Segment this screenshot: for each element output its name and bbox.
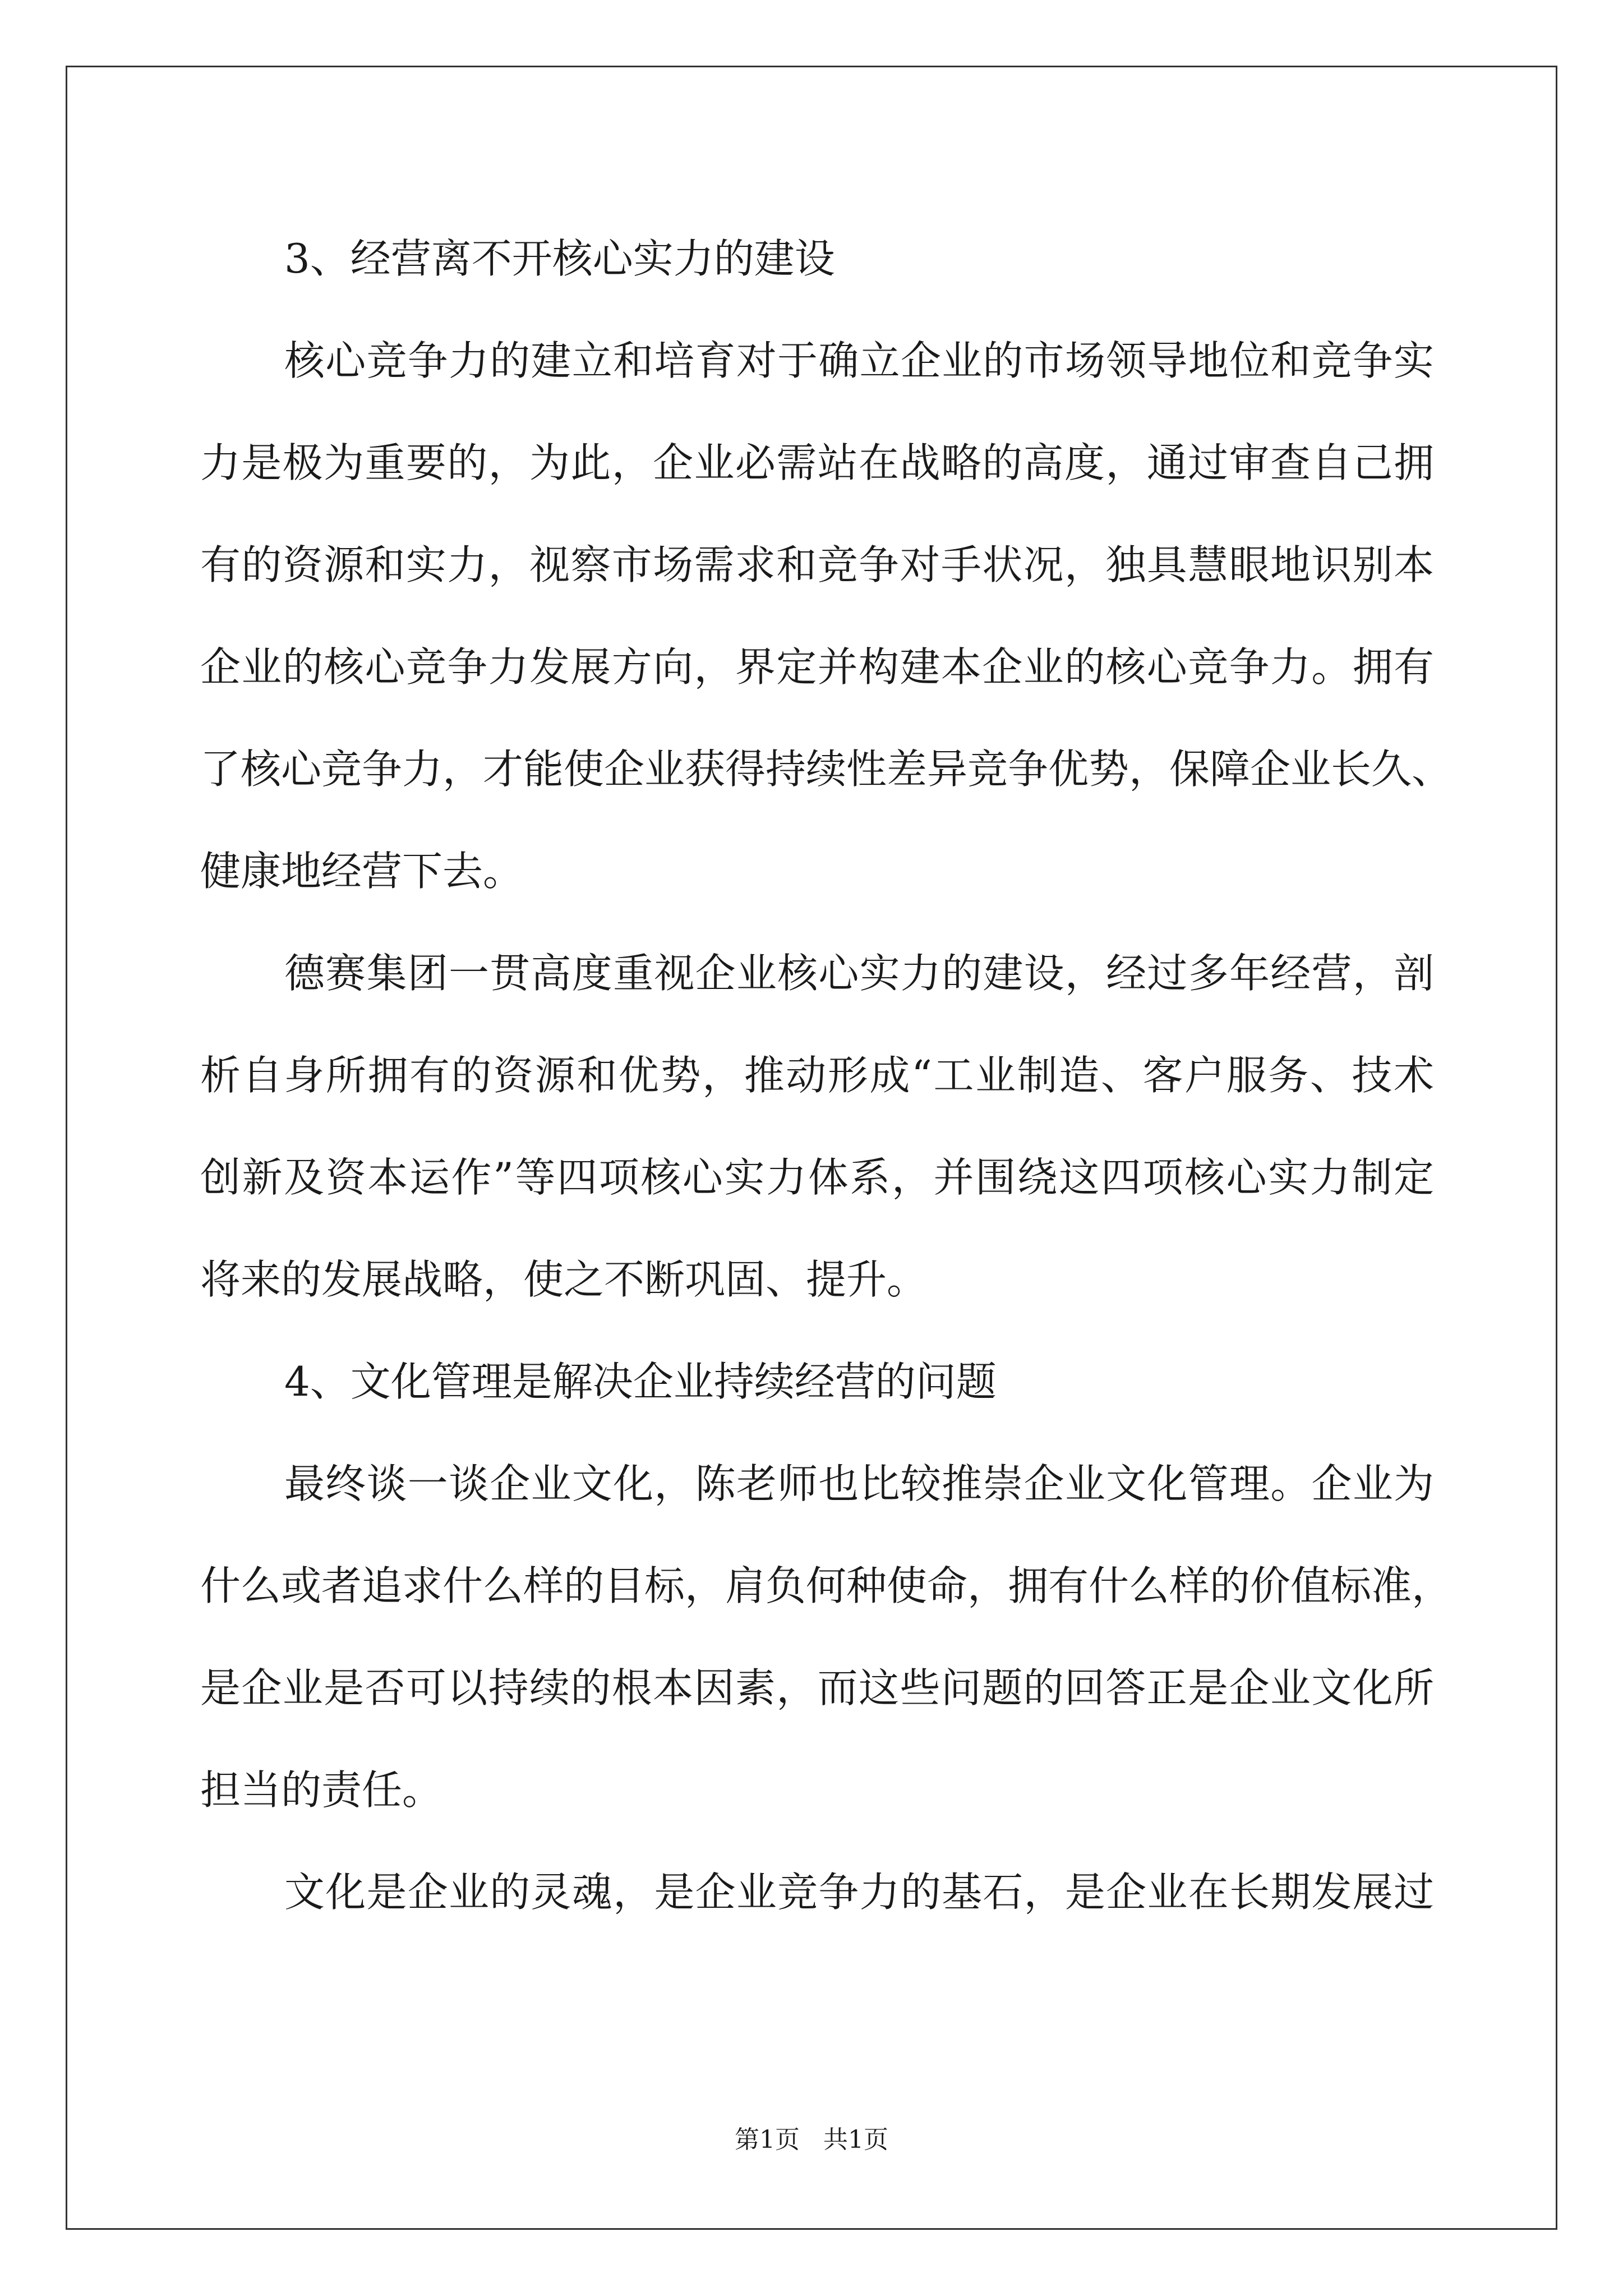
text-line: 文化是企业的灵魂，是企业竞争力的基石，是企业在长期发展过: [284, 1869, 1434, 1916]
text-line: 创新及资本运作”等四项核心实力体系，并围绕这四项核心实力制定: [200, 1154, 1434, 1201]
text-line: 担当的责任。: [200, 1766, 443, 1814]
text-line: 健康地经营下去。: [200, 848, 524, 895]
text-line: 什么或者追求什么样的目标，肩负何种使命，拥有什么样的价值标准，: [200, 1562, 1453, 1609]
document-body: [200, 208, 1453, 1943]
text-line: 最终谈一谈企业文化，陈老师也比较推崇企业文化管理。企业为: [284, 1460, 1434, 1507]
text-line: 析自身所拥有的资源和优势，推动形成“工业制造、客户服务、技术: [200, 1052, 1434, 1099]
text-line: 企业的核心竞争力发展方向，界定并构建本企业的核心竞争力。拥有: [200, 643, 1434, 691]
text-line: 4、文化管理是解决企业持续经营的问题: [284, 1358, 997, 1405]
text-line: 德赛集团一贯高度重视企业核心实力的建设，经过多年经营，剖: [284, 950, 1434, 997]
text-line: 了核心竞争力，才能使企业获得持续性差异竞争优势，保障企业长久、: [200, 746, 1453, 793]
text-line: 力是极为重要的，为此，企业必需站在战略的高度，通过审查自己拥: [200, 439, 1434, 486]
text-line: 是企业是否可以持续的根本因素，而这些问题的回答正是企业文化所: [200, 1664, 1434, 1711]
text-line: 3、经营离不开核心实力的建设: [284, 235, 835, 282]
text-line: 将来的发展战略，使之不断巩固、提升。: [200, 1256, 928, 1303]
page-number-footer: 第1页 共1页: [735, 2125, 888, 2154]
text-line: 核心竞争力的建立和培育对于确立企业的市场领导地位和竞争实: [284, 337, 1434, 384]
text-line: 有的资源和实力，视察市场需求和竞争对手状况，独具慧眼地识别本: [200, 541, 1434, 588]
